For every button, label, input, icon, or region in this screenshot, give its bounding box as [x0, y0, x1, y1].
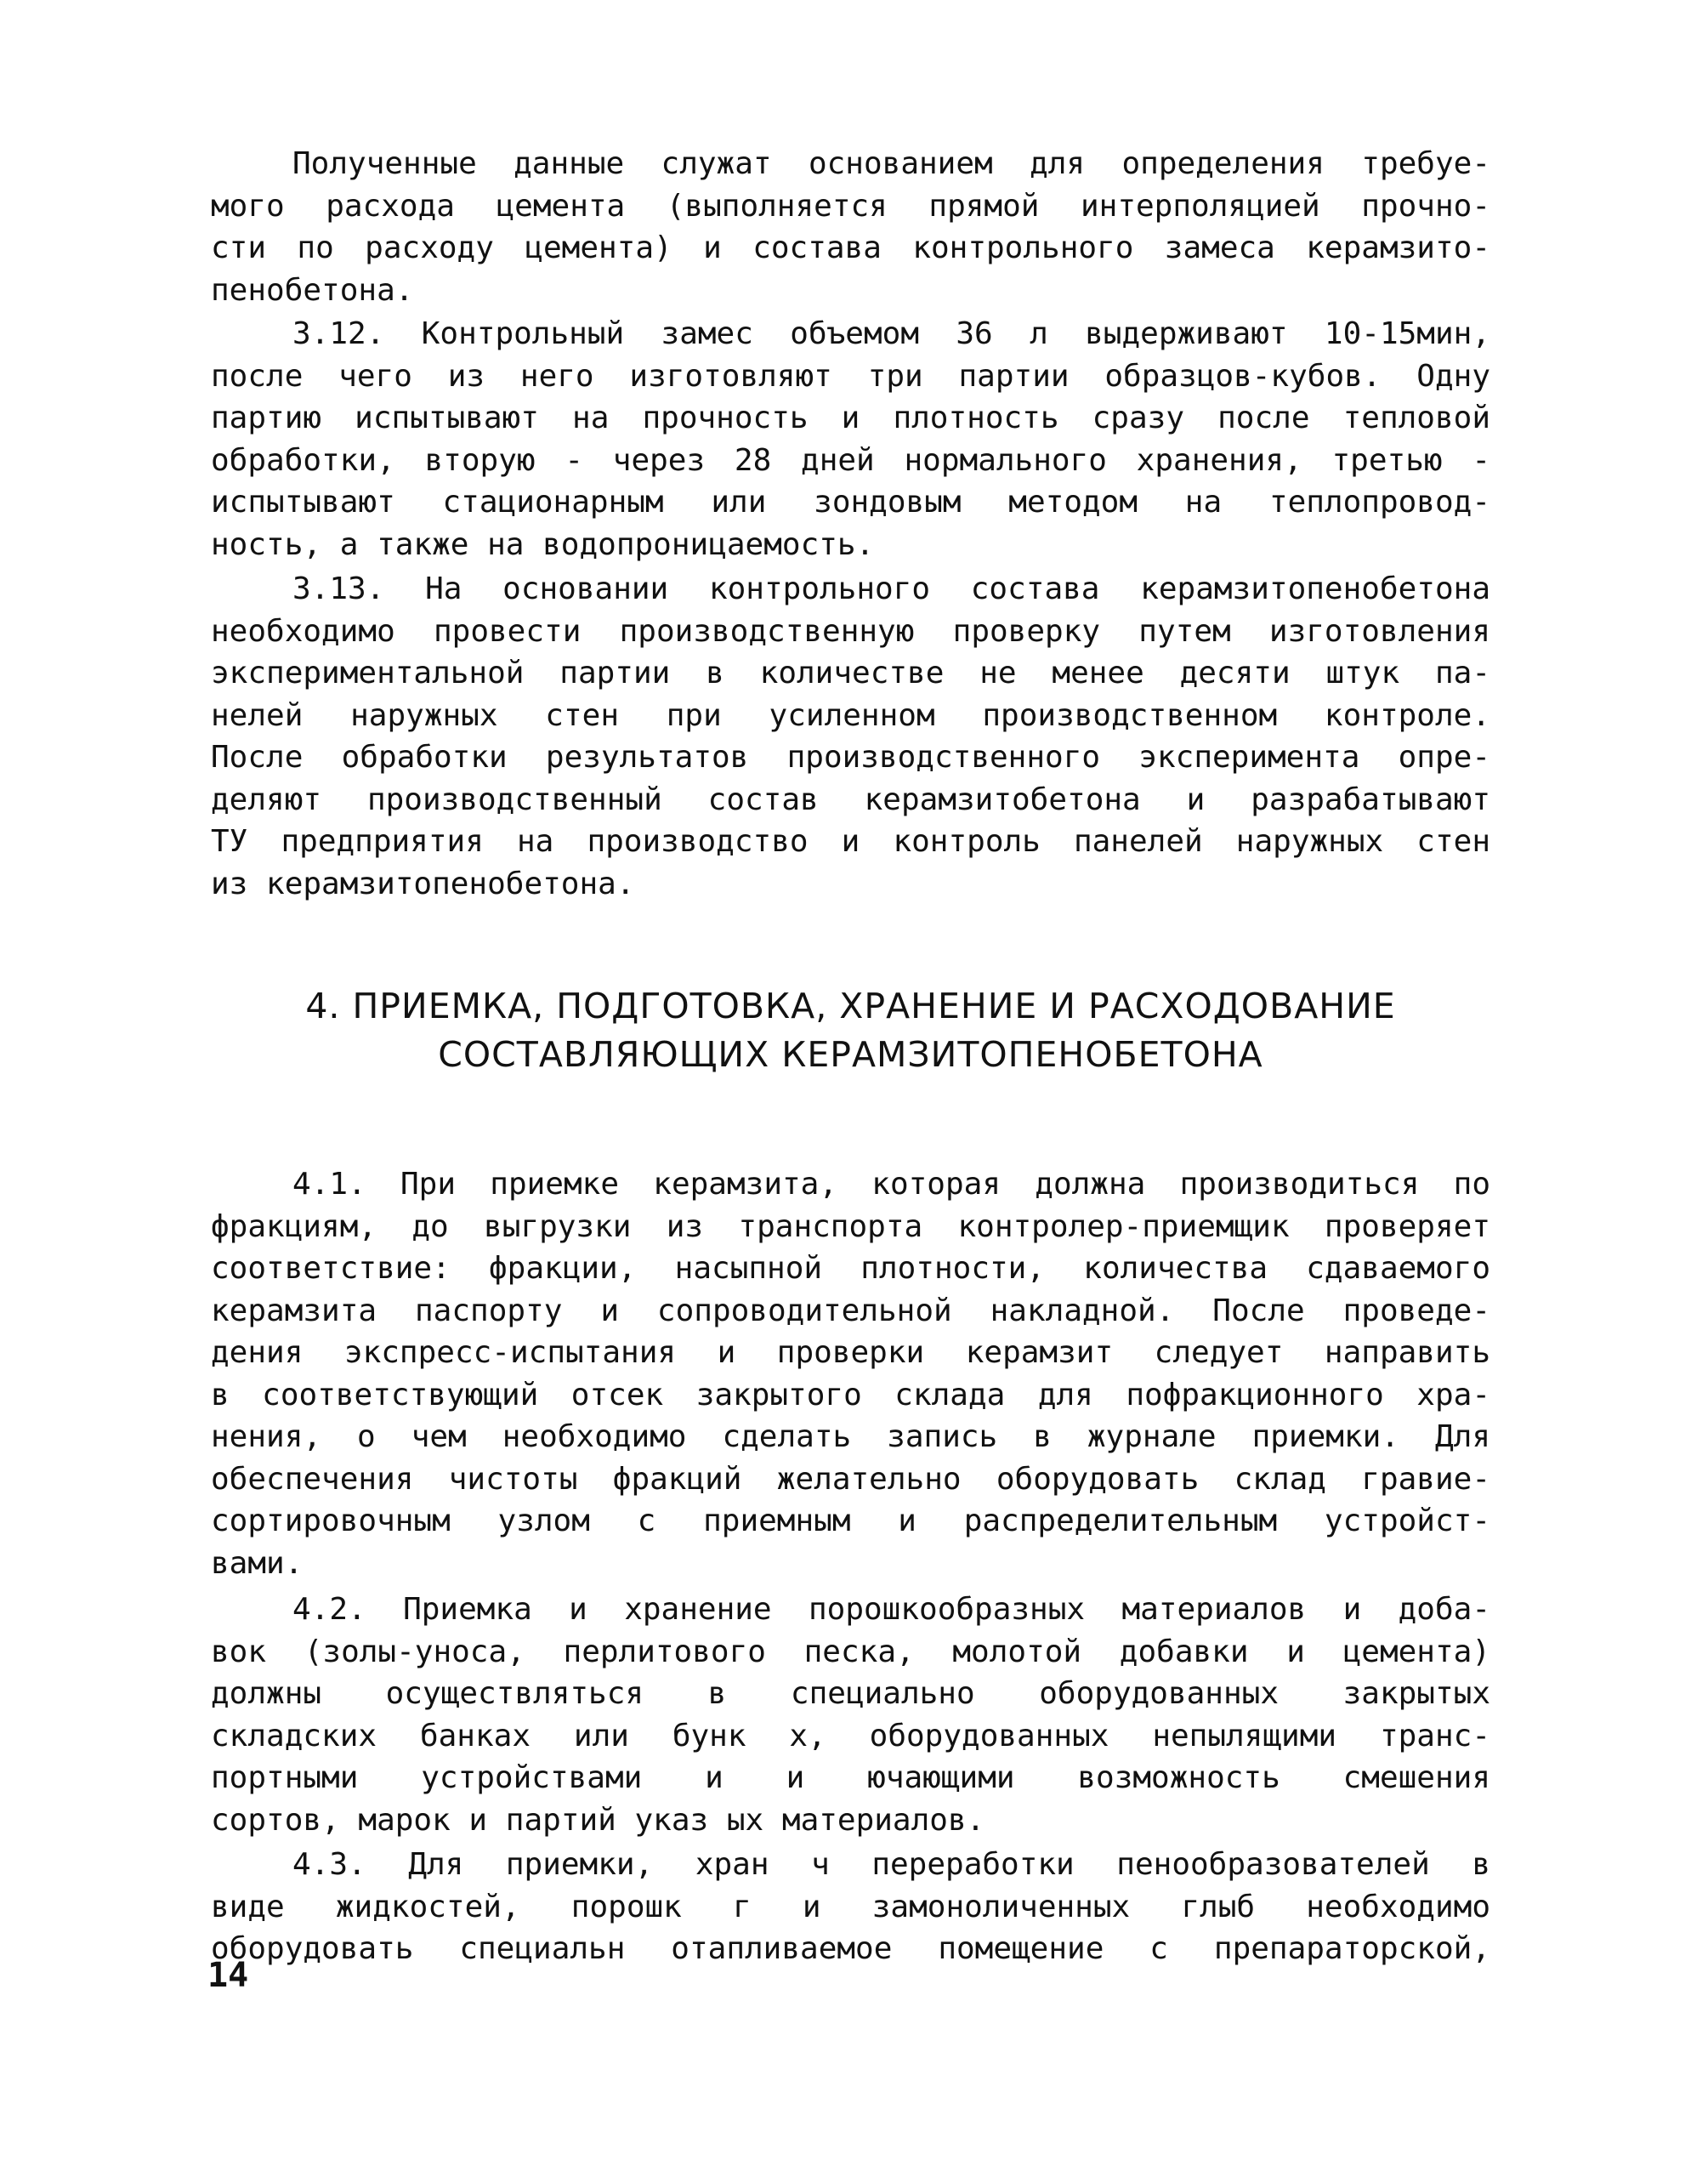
text-line: Полученные данные служат основанием для определения требуе-	[292, 146, 1490, 181]
section-heading-line-2: СОСТАВЛЯЮЩИХ КЕРАМЗИТОПЕНОБЕТОНА	[438, 1034, 1263, 1075]
text-line: нелей наружных стен при усиленном производственном контроле.	[211, 697, 1490, 733]
text-line: пенобетона.	[211, 272, 414, 308]
paragraph-intro	[211, 143, 1490, 311]
text-line: 4.3. Для приемки, хран ч переработки пенообразователей в	[292, 1847, 1490, 1882]
text-line: ность, а также на водопроницаемость.	[211, 526, 875, 562]
paragraph-4-3	[211, 1844, 1490, 1970]
text-line: из керамзитопенобетона.	[211, 866, 635, 901]
text-line: После обработки результатов производственного эксперимента опре-	[211, 740, 1490, 775]
text-line: нения, о чем необходимо сделать запись в журнале приемки. Для	[211, 1419, 1490, 1454]
text-line: партию испытывают на прочность и плотность сразу после тепловой	[211, 401, 1490, 435]
section-heading	[211, 982, 1490, 1079]
text-line: 4.1. При приемке керамзита, которая должна производиться по	[292, 1167, 1490, 1202]
text-line: экспериментальной партии в количестве не менее десяти штук па-	[211, 656, 1490, 691]
text-line: необходимо провести производственную проверку путем изготовления	[211, 613, 1490, 649]
page-number: 14	[207, 1956, 249, 1995]
paragraph-4-1	[211, 1163, 1490, 1584]
text-line: в соответствующий отсек закрытого склада для пофракционного хра-	[211, 1377, 1490, 1413]
text-line: 3.13. На основании контрольного состава керамзитопенобетона	[292, 571, 1490, 606]
text-line: вок (золы-уноса, перлитового песка, молотой добавки и цемента)	[211, 1634, 1490, 1669]
text-line: портными устройствами и и ючающими возможность смешения	[211, 1760, 1490, 1795]
text-line: сортов, марок и партий указ ых материалов.	[211, 1802, 985, 1838]
text-line: виде жидкостей, порошк г и замоноличенных глыб необходимо	[211, 1889, 1490, 1924]
text-line: вами.	[211, 1545, 304, 1581]
paragraph-3-13	[211, 568, 1490, 905]
text-line: мого расхода цемента (выполняется прямой интерполяцией прочно-	[211, 188, 1490, 224]
text-line: соответствие: фракции, насыпной плотности, количества сдаваемого	[211, 1251, 1490, 1286]
text-line: обеспечения чистоты фракций желательно оборудовать склад гравие-	[211, 1461, 1490, 1497]
text-line: 3.12. Контрольный замес объемом 36 л выдерживают 10-15мин,	[292, 316, 1490, 351]
text-line: керамзита паспорту и сопроводительной накладной. После проведе-	[211, 1293, 1490, 1328]
text-line: должны осуществляться в специально оборудованных закрытых	[211, 1676, 1490, 1711]
text-line: фракциям, до выгрузки из транспорта контролер-приемщик проверяет	[211, 1208, 1490, 1244]
text-line: сортировочным узлом с приемным и распределительным устройст-	[211, 1503, 1490, 1538]
paragraph-4-2	[211, 1589, 1490, 1841]
text-line: деляют производственный состав керамзитобетона и разрабатывают	[211, 782, 1490, 817]
paragraph-3-12	[211, 313, 1490, 566]
text-line: складских банках или бунк х, оборудованных непылящими транс-	[211, 1718, 1490, 1754]
text-line: обработки, вторую - через 28 дней нормального хранения, третью -	[211, 442, 1490, 478]
text-line: 4.2. Приемка и хранение порошкообразных материалов и доба-	[292, 1592, 1490, 1627]
text-line: дения экспресс-испытания и проверки керамзит следует направить	[211, 1335, 1490, 1370]
text-line: после чего из него изготовляют три партии образцов-кубов. Одну	[211, 358, 1490, 394]
text-line: оборудовать специальн отапливаемое помещение с препараторской,	[211, 1931, 1490, 1966]
text-line: испытывают стационарным или зондовым методом на теплопровод-	[211, 485, 1490, 520]
section-heading-line-1: 4. ПРИЕМКА, ПОДГОТОВКА, ХРАНЕНИЕ И РАСХОДОВАНИЕ	[305, 986, 1396, 1026]
text-line: сти по расходу цемента) и состава контрольного замеса керамзито-	[211, 230, 1490, 265]
text-line: ТУ предприятия на производство и контроль панелей наружных стен	[211, 824, 1490, 859]
